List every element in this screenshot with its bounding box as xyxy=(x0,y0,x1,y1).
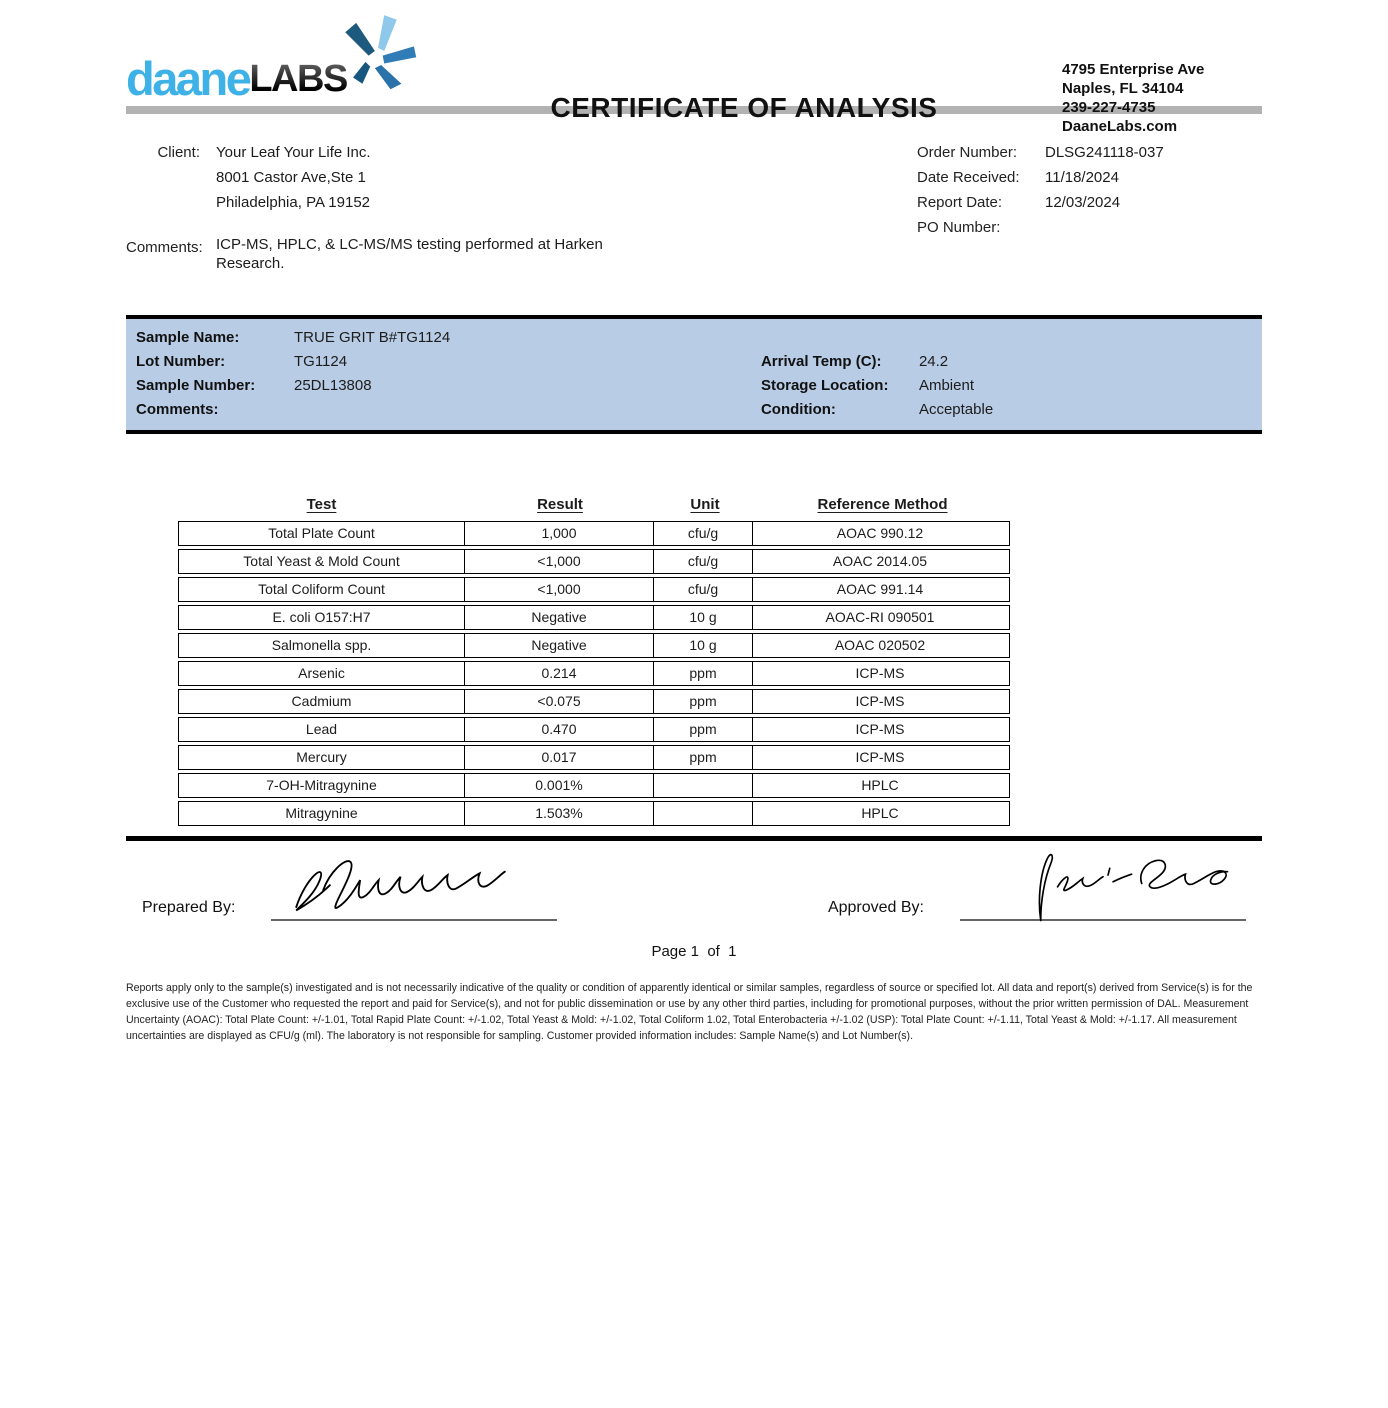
cell-unit xyxy=(654,802,753,825)
cell-unit: cfu/g xyxy=(654,550,753,573)
cell-result: <1,000 xyxy=(465,550,654,573)
cell-test: Mitragynine xyxy=(179,802,465,825)
lot-number-value: TG1124 xyxy=(294,353,348,370)
cell-unit: 10 g xyxy=(654,634,753,657)
cell-unit: ppm xyxy=(654,718,753,741)
pinwheel-icon xyxy=(339,8,417,94)
cell-method: ICP-MS xyxy=(855,749,905,765)
table-row xyxy=(178,661,1010,686)
prepared-by-signature-line xyxy=(271,855,557,921)
table-row xyxy=(178,605,1010,630)
disclaimer-text: Reports apply only to the sample(s) investigated and is not necessarily indicative of the quality or condition of apparently identical or similar samples, regardless of source or specified lot. All data and report(s) derived from Service(s) is for the exclusive use of the Customer who requested the report and paid for Service(s), and not for public dissemination or use by any other third parties, including for promotional purposes, without the prior written permission of DAL. Measurement Uncertainty (AOAC): Total Plate Count: +/-1.01, Total Rapid Plate Count: +/-1.02, Total Yeast & Mold: +/-1.02, Total Coliform 1.02, Total Enterobacteria +/-1.02 (USP): Total Plate Count: +/-1.11, Total Yeast & Mold: +/-1.17. All measurement uncertainties are displayed as CFU/g (ml). The laboratory is not responsible for sampling. Customer provided information includes: Sample Name(s) and Lot Number(s). xyxy=(126,982,1253,1043)
cell-method: ICP-MS xyxy=(855,721,905,737)
page-number: Page 1 of 1 xyxy=(651,943,737,960)
sample-name-label: Sample Name: xyxy=(136,329,240,346)
order-number-value: DLSG241118-037 xyxy=(1045,144,1164,161)
table-row xyxy=(178,717,1010,742)
sample-info-band xyxy=(126,315,1262,434)
approved-by-label: Approved By: xyxy=(827,899,924,916)
po-number-value xyxy=(1045,215,1262,240)
header xyxy=(126,0,1262,135)
arrival-temp-label: Arrival Temp (C): xyxy=(760,353,882,370)
cell-unit: ppm xyxy=(654,746,753,769)
cell-test: Cadmium xyxy=(179,690,465,713)
cell-result: 1,000 xyxy=(465,522,654,545)
table-row xyxy=(178,549,1010,574)
approved-signature-icon xyxy=(960,847,1246,925)
cell-test: 7-OH-Mitragynine xyxy=(179,774,465,797)
signature-section xyxy=(126,855,1262,921)
cell-test: Total Coliform Count xyxy=(179,578,465,601)
cell-unit: cfu/g xyxy=(654,522,753,545)
cell-test: E. coli O157:H7 xyxy=(179,606,465,629)
table-row xyxy=(178,633,1010,658)
cell-method: AOAC 990.12 xyxy=(836,525,924,541)
prepared-signature-icon xyxy=(271,847,557,925)
cell-method: AOAC 991.14 xyxy=(836,581,924,597)
cell-result: Negative xyxy=(465,634,654,657)
band-comments-label: Comments: xyxy=(136,401,219,418)
sample-number-value: 25DL13808 xyxy=(294,377,372,394)
logo-text-labs: LABS xyxy=(249,58,347,101)
cell-result: <1,000 xyxy=(465,578,654,601)
cell-result: 0.214 xyxy=(465,662,654,685)
comments-text: ICP-MS, HPLC, & LC-MS/MS testing performed at Harken Research. xyxy=(216,236,603,272)
cell-unit: ppm xyxy=(654,690,753,713)
cell-method: HPLC xyxy=(861,805,899,821)
order-block xyxy=(917,140,1262,273)
col-header-result: Result xyxy=(537,496,583,513)
cell-result: 1.503% xyxy=(465,802,654,825)
daanelabs-logo xyxy=(126,51,426,105)
storage-location-label: Storage Location: xyxy=(760,377,889,394)
date-received-value: 11/18/2024 xyxy=(1045,169,1119,186)
col-header-unit: Unit xyxy=(690,496,720,513)
cell-unit: cfu/g xyxy=(654,578,753,601)
cell-method: AOAC-RI 090501 xyxy=(825,609,935,625)
page-title: CERTIFICATE OF ANALYSIS xyxy=(550,92,938,123)
client-block xyxy=(126,140,766,273)
cell-test: Lead xyxy=(179,718,465,741)
arrival-temp-value: 24.2 xyxy=(918,353,949,370)
cell-test: Arsenic xyxy=(179,662,465,685)
storage-location-value: Ambient xyxy=(918,377,974,394)
approved-by-signature-line xyxy=(960,855,1246,921)
client-name: Your Leaf Your Life Inc. xyxy=(216,144,371,161)
table-row xyxy=(178,577,1010,602)
date-received-label: Date Received: xyxy=(917,169,1020,186)
condition-value: Acceptable xyxy=(918,401,994,418)
table-row xyxy=(178,801,1010,826)
info-section xyxy=(126,140,1262,273)
comments-label: Comments: xyxy=(126,239,203,256)
lab-address-line2: Naples, FL 34104 xyxy=(1062,80,1184,97)
client-label: Client: xyxy=(157,144,200,161)
client-address1: 8001 Castor Ave,Ste 1 xyxy=(216,169,366,186)
results-table xyxy=(178,496,1010,826)
report-date-value: 12/03/2024 xyxy=(1045,194,1121,211)
table-row xyxy=(178,773,1010,798)
order-number-label: Order Number: xyxy=(917,144,1018,161)
col-header-test: Test xyxy=(306,496,337,513)
lab-address-block xyxy=(1062,52,1262,135)
lab-website: DaaneLabs.com xyxy=(1062,118,1178,135)
cell-method: AOAC 020502 xyxy=(834,637,926,653)
cell-result: 0.470 xyxy=(465,718,654,741)
cell-result: <0.075 xyxy=(465,690,654,713)
cell-test: Total Plate Count xyxy=(179,522,465,545)
col-header-method: Reference Method xyxy=(817,496,948,513)
lab-address-line1: 4795 Enterprise Ave xyxy=(1062,61,1205,78)
report-date-label: Report Date: xyxy=(917,194,1003,211)
cell-method: HPLC xyxy=(861,777,899,793)
lab-phone: 239-227-4735 xyxy=(1062,99,1156,116)
section-divider xyxy=(126,836,1262,841)
table-row xyxy=(178,689,1010,714)
band-comments-value xyxy=(294,398,761,422)
sample-name-value: TRUE GRIT B#TG1124 xyxy=(294,329,451,346)
table-row xyxy=(178,745,1010,770)
cell-test: Salmonella spp. xyxy=(179,634,465,657)
cell-result: 0.017 xyxy=(465,746,654,769)
cell-result: Negative xyxy=(465,606,654,629)
prepared-by-label: Prepared By: xyxy=(142,899,236,916)
cell-method: AOAC 2014.05 xyxy=(832,553,928,569)
client-address2: Philadelphia, PA 19152 xyxy=(216,194,371,211)
cell-test: Total Yeast & Mold Count xyxy=(179,550,465,573)
table-row xyxy=(178,521,1010,546)
condition-label: Condition: xyxy=(760,401,836,418)
sample-number-label: Sample Number: xyxy=(136,377,256,394)
cell-unit: ppm xyxy=(654,662,753,685)
results-table-header xyxy=(178,496,1010,513)
po-number-label: PO Number: xyxy=(917,219,1001,236)
cell-method: ICP-MS xyxy=(855,665,905,681)
cell-unit: 10 g xyxy=(654,606,753,629)
lot-number-label: Lot Number: xyxy=(136,353,226,370)
cell-method: ICP-MS xyxy=(855,693,905,709)
cell-result: 0.001% xyxy=(465,774,654,797)
cell-unit xyxy=(654,774,753,797)
cell-test: Mercury xyxy=(179,746,465,769)
logo-text-daane: daane xyxy=(126,51,250,105)
